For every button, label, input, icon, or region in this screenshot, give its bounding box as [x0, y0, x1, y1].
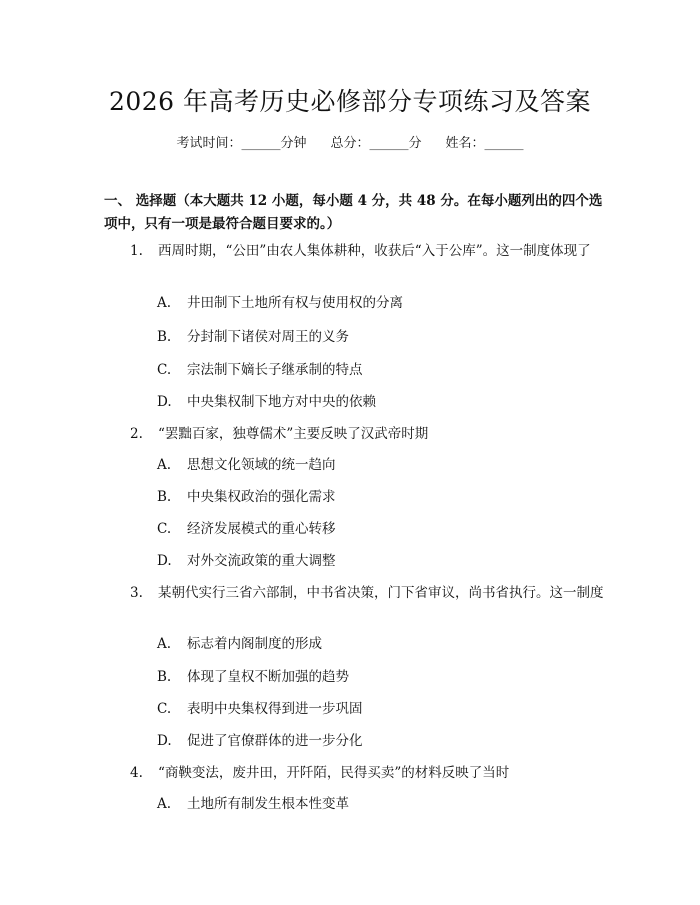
option-letter: A. [157, 636, 172, 652]
question-2-option-b [157, 487, 336, 507]
question-1-option-a [157, 293, 403, 313]
question-3-option-d [157, 731, 363, 751]
option-text: 体现了皇权不断加强的趋势 [187, 669, 349, 685]
question-2-option-d [157, 551, 336, 571]
option-text: 表明中央集权得到进一步巩固 [187, 701, 363, 717]
option-text: 经济发展模式的重心转移 [187, 521, 336, 537]
option-text: 对外交流政策的重大调整 [187, 553, 336, 569]
exam-meta [0, 132, 700, 151]
question-1-option-c [157, 360, 363, 380]
option-text: 土地所有制发生根本性变革 [187, 796, 349, 812]
option-letter: C. [157, 521, 172, 537]
option-letter: C. [157, 701, 172, 717]
question-3-option-c [157, 699, 363, 719]
option-text: 标志着内阁制度的形成 [187, 636, 322, 652]
option-text: 思想文化领域的统一趋向 [187, 457, 336, 473]
option-letter: D. [157, 553, 172, 569]
question-4-stem [104, 762, 604, 785]
question-text: 西周时期，“公田”由农人集体耕种，收获后“入于公库”。这一制度体现了 [158, 243, 591, 259]
option-text: 宗法制下嫡长子继承制的特点 [187, 362, 363, 378]
question-number: 2. [130, 426, 143, 442]
question-text: “商鞅变法，废井田，开阡陌，民得买卖”的材料反映了当时 [158, 765, 510, 781]
question-3-stem [104, 582, 604, 605]
option-letter: B. [157, 669, 172, 685]
option-letter: D. [157, 733, 172, 749]
option-text: 中央集权政治的强化需求 [187, 489, 336, 505]
total-score-field: 总分：______分 [330, 136, 422, 151]
question-text: “罢黜百家，独尊儒术”主要反映了汉武帝时期 [158, 426, 429, 442]
question-2-stem [104, 423, 604, 446]
page-title: 2026 年高考历史必修部分专项练习及答案 [108, 87, 592, 116]
question-4-option-a [157, 794, 349, 814]
question-3-option-b [157, 667, 349, 687]
question-1-option-d [157, 392, 376, 412]
option-letter: A. [157, 796, 172, 812]
student-name-field: 姓名：______ [445, 136, 524, 151]
option-letter: B. [157, 329, 172, 345]
question-1-option-b [157, 327, 349, 347]
question-number: 4. [130, 765, 143, 781]
question-number: 1. [130, 243, 143, 259]
option-letter: C. [157, 362, 172, 378]
question-2-option-a [157, 455, 336, 475]
option-text: 分封制下诸侯对周王的义务 [187, 329, 349, 345]
option-text: 中央集权制下地方对中央的依赖 [187, 394, 376, 410]
option-letter: A. [157, 295, 172, 311]
option-text: 井田制下土地所有权与使用权的分离 [187, 295, 403, 311]
question-1-stem [104, 240, 604, 263]
section-heading: 一、 选择题（本大题共 12 小题，每小题 4 分，共 48 分。在每小题列出的四个选项中，只有一项是最符合题目要求的。） [104, 193, 603, 232]
question-3-option-a [157, 634, 322, 654]
option-text: 促进了官僚群体的进一步分化 [187, 733, 363, 749]
option-letter: B. [157, 489, 172, 505]
option-letter: D. [157, 394, 172, 410]
exam-time-field: 考试时间：______分钟 [176, 136, 307, 151]
question-text: 某朝代实行三省六部制，中书省决策，门下省审议，尚书省执行。这一制度 [158, 585, 604, 601]
question-2-option-c [157, 519, 336, 539]
question-number: 3. [130, 585, 143, 601]
option-letter: A. [157, 457, 172, 473]
